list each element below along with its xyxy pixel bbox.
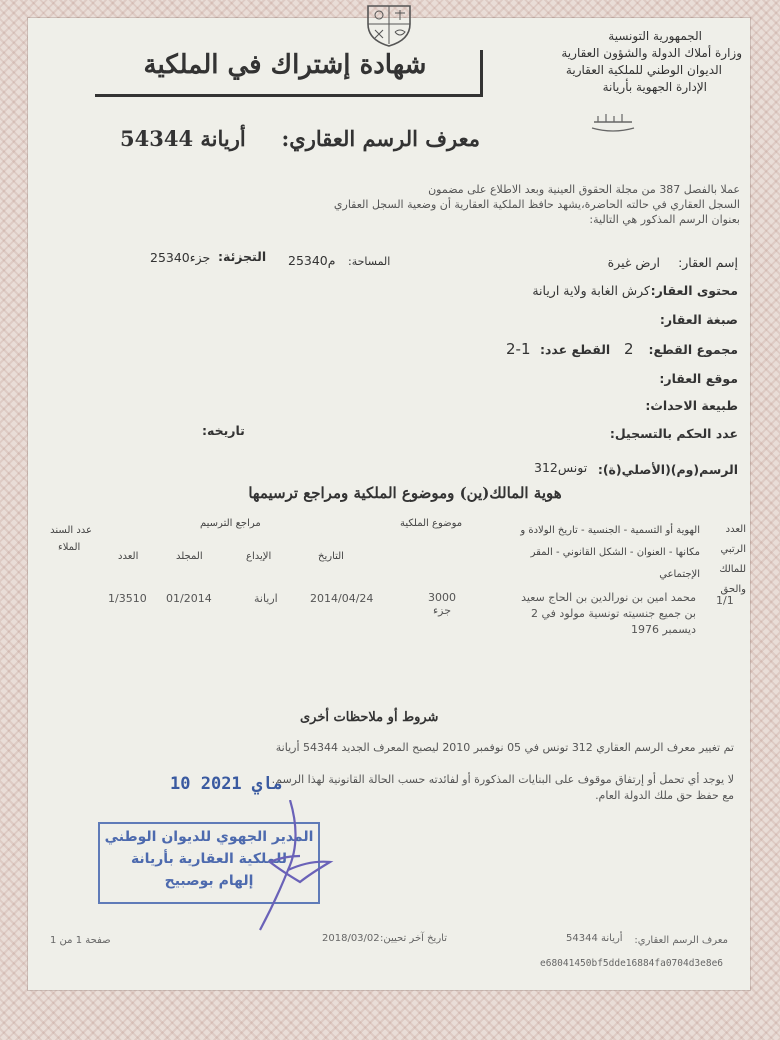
- origin-value: 312تونس: [534, 460, 588, 475]
- identifier-label: معرف الرسم العقاري:: [281, 126, 480, 151]
- nature-label: طبيعة الاحداث:: [645, 398, 738, 413]
- subdivision-value: 25340جزء: [150, 250, 211, 265]
- col-header-number: العدد الرتبي للمالك والحق: [719, 524, 746, 595]
- parcels-label: مجموع القطع:: [648, 342, 738, 357]
- area-label: المساحة:: [348, 255, 391, 268]
- row-date: 2014/04/24: [310, 592, 374, 605]
- row-deposit: اريانة: [254, 592, 278, 605]
- footer-id-label: معرف الرسم العقاري:: [634, 935, 728, 946]
- row-num: 1/1: [716, 594, 734, 607]
- footer-update-date: 2018/03/02: [322, 933, 380, 944]
- identifier-value: 54344 أريانة: [120, 126, 246, 151]
- header-line-2: وزارة أملاك الدولة والشؤون العقارية: [561, 46, 742, 60]
- remarks-line-1: تم تغيير معرف الرسم العقاري 312 تونس في 05 نوفمبر 2010 ليصبح المعرف الجديد 54344 أريانة: [275, 741, 734, 754]
- footer-id-value: 54344 أريانة: [566, 933, 623, 944]
- footer-hash: e68041450bf5dde16884fa0704d3e8e6: [540, 958, 724, 969]
- origin-label: الرسم(وم)(الأصلي(ة):: [597, 462, 738, 477]
- tunisia-emblem-icon: [362, 0, 416, 48]
- content-label: محتوى العقار:: [650, 283, 738, 298]
- col-header-date: التاريخ: [318, 551, 344, 562]
- header-line-4: الإدارة الجهوية بأريانة: [602, 80, 707, 94]
- intro-line-1: عملا بالفصل 387 من مجلة الحقوق العينية وبعد الاطلاع على مضمون: [428, 183, 740, 196]
- col-header-volume: المجلد: [176, 551, 203, 562]
- col-header-refs: مراجع الترسيم: [200, 518, 261, 529]
- certificate-title: شهادة إشتراك في الملكية: [143, 50, 427, 80]
- row-volume: 01/2014: [166, 592, 212, 605]
- header-line-1: الجمهورية التونسية: [608, 29, 702, 43]
- footer-update-label: تاريخ آخر تحيين:: [380, 933, 447, 944]
- area-value: 25340م: [288, 253, 336, 268]
- row-subject: 3000 جزء: [428, 591, 456, 617]
- remarks-line-3: مع حفظ حق ملك الدولة العام.: [595, 789, 734, 802]
- remarks-line-2: لا يوجد أي تحمل أو إرتفاق موقوف على البنايات المذكورة أو لفائدته حسب الحالة القانونية لهذا الرسم.: [271, 773, 734, 786]
- stamp-line-2: للملكية العقارية بأريانة: [130, 851, 288, 867]
- intro-line-3: بعنوان الرسم المذكور هي التالية:: [589, 213, 740, 226]
- content-value: كرش الغابة ولاية اريانة: [532, 283, 650, 298]
- owners-section-title: هوية المالك(ين) وموضوع الملكية ومراجع ترسيمها: [248, 484, 562, 502]
- intro-text: [320, 182, 740, 227]
- subdivision-label: التجزئة:: [218, 249, 267, 264]
- stamp-date: 10 ماي 2021: [170, 774, 283, 794]
- col-header-notes: الملاء: [58, 542, 81, 553]
- type-label: صبغة العقار:: [659, 312, 738, 327]
- header-line-3: الديوان الوطني للملكية العقارية: [565, 63, 722, 77]
- property-name-value: ارض غيرة: [607, 255, 660, 270]
- intro-line-2: السجل العقاري في حالته الحاضرة،يشهد حافظ الملكية العقارية أن وضعية السجل العقاري: [333, 198, 740, 211]
- row-number: 1/3510: [108, 592, 147, 605]
- judgment-label: عدد الحكم بالتسجيل:: [609, 426, 738, 441]
- col-header-deposit: الإيداع: [246, 551, 272, 562]
- remarks-title: شروط أو ملاحظات أخرى: [300, 710, 439, 725]
- parcel-number-value: 2-1: [506, 340, 531, 358]
- footer-page: صفحة 1 من 1: [50, 935, 111, 946]
- col-header-subject: موضوع الملكية: [400, 518, 463, 529]
- issuer-header: [482, 28, 742, 96]
- stamp-line-3: إلهام بوصبيح: [164, 873, 254, 889]
- stamp-line-1: المدير الجهوي للديوان الوطني: [104, 829, 314, 845]
- location-label: موقع العقار:: [659, 371, 738, 386]
- onpf-logo-icon: [590, 112, 636, 134]
- row-identity: محمد امين بن نورالدين بن الحاج سعيد بن جميع جنسيته تونسية مولود في 2 ديسمبر 1976: [521, 591, 696, 636]
- col-header-title-no: عدد السند: [50, 525, 92, 536]
- parcels-value: 2: [624, 340, 634, 358]
- col-header-count: العدد: [118, 551, 139, 562]
- property-name-label: إسم العقار:: [678, 255, 738, 270]
- parcel-number-label: القطع عدد:: [540, 342, 611, 357]
- col-header-identity: الهوية أو التسمية - الجنسية - تاريخ الولادة و مكانها - العنوان - الشكل القانوني - المقر الإجتماعي: [520, 525, 700, 580]
- signature-icon: [240, 800, 350, 940]
- judgment-date-label: تاريخه:: [202, 423, 245, 438]
